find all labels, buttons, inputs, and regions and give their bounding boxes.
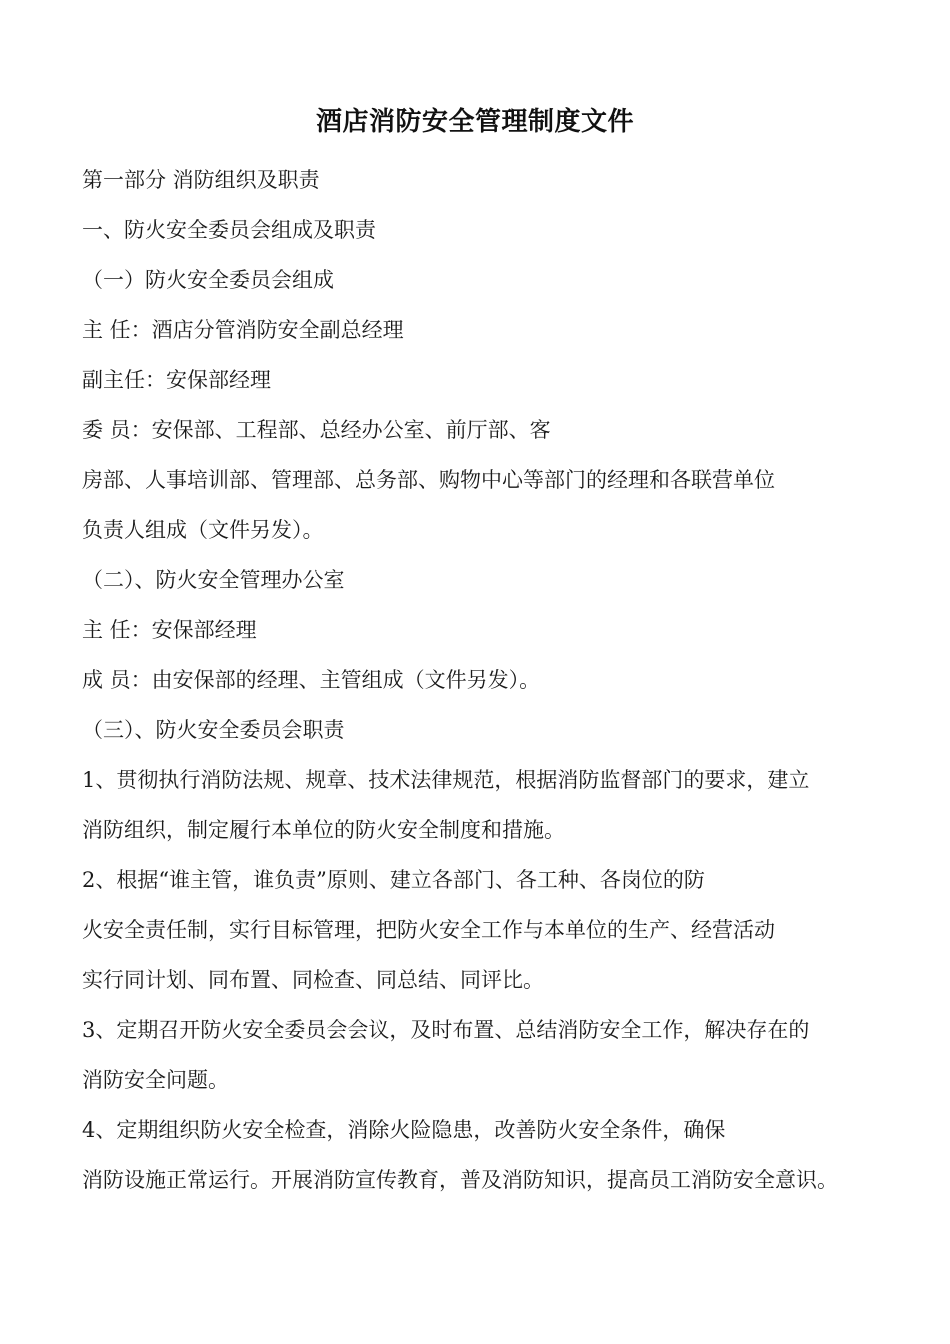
paragraph-line: 委 员：安保部、工程部、总经办公室、前厅部、客 — [82, 418, 551, 442]
paragraph-line: 实行同计划、同布置、同检查、同总结、同评比。 — [82, 968, 544, 992]
paragraph-line: 1、贯彻执行消防法规、规章、技术法律规范，根据消防监督部门的要求，建立 — [82, 768, 810, 792]
paragraph-line: 消防安全问题。 — [82, 1068, 229, 1092]
item-heading: （三）、防火安全委员会职责 — [82, 718, 345, 742]
paragraph-line: 副主任：安保部经理 — [82, 368, 271, 392]
paragraph-line: 主 任：酒店分管消防安全副总经理 — [82, 318, 404, 342]
document-title: 酒店消防安全管理制度文件 — [315, 107, 634, 137]
paragraph-line: 火安全责任制，实行目标管理，把防火安全工作与本单位的生产、经营活动 — [82, 918, 775, 942]
subsection-heading: 一、防火安全委员会组成及职责 — [82, 218, 376, 242]
section-heading: 第一部分 消防组织及职责 — [82, 168, 320, 192]
paragraph-line: 4、定期组织防火安全检查，消除火险隐患，改善防火安全条件，确保 — [82, 1118, 726, 1142]
item-heading: （二）、防火安全管理办公室 — [82, 568, 345, 592]
paragraph-line: 房部、人事培训部、管理部、总务部、购物中心等部门的经理和各联营单位 — [82, 468, 775, 492]
paragraph-line: 成 员：由安保部的经理、主管组成（文件另发）。 — [82, 668, 541, 692]
paragraph-line: 主 任：安保部经理 — [82, 618, 257, 642]
paragraph-line: 3、定期召开防火安全委员会会议，及时布置、总结消防安全工作，解决存在的 — [82, 1018, 810, 1042]
paragraph-line: 2、根据“谁主管，谁负责”原则、建立各部门、各工种、各岗位的防 — [82, 868, 705, 892]
paragraph-line: 负责人组成（文件另发）。 — [82, 518, 324, 542]
paragraph-line: 消防组织，制定履行本单位的防火安全制度和措施。 — [82, 818, 565, 842]
item-heading: （一）防火安全委员会组成 — [82, 268, 334, 292]
paragraph-line: 消防设施正常运行。开展消防宣传教育，普及消防知识，提高员工消防安全意识。 — [82, 1168, 838, 1192]
document-body — [82, 155, 882, 1205]
